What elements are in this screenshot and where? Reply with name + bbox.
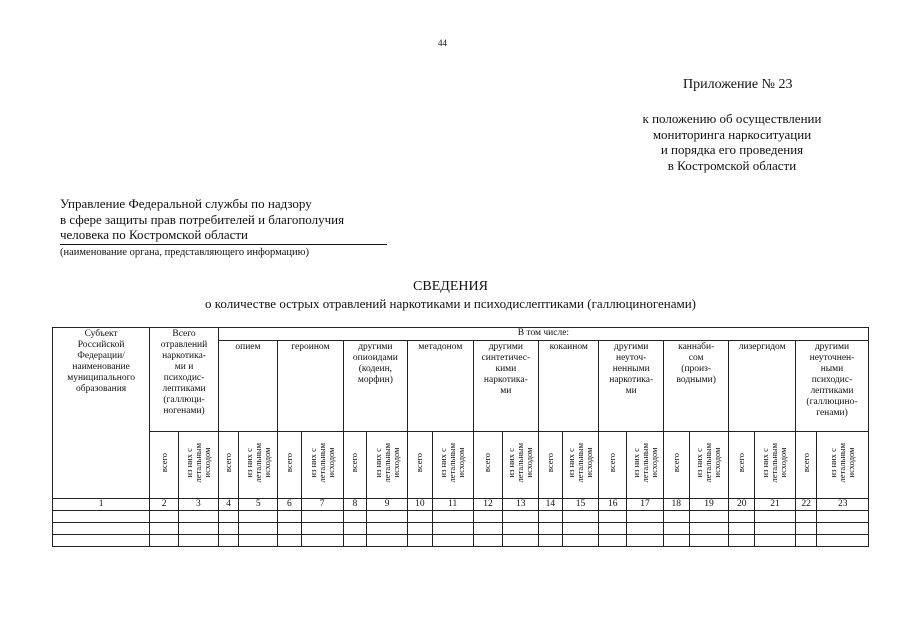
table-cell: [178, 511, 218, 523]
sub-header-lethal-label: из них с летальным исходом: [694, 443, 723, 483]
reporting-authority: [60, 196, 344, 243]
table-cell: [503, 511, 539, 523]
table-cell: [663, 523, 689, 535]
table-cell: [408, 511, 433, 523]
group-header-cannabis: каннаби- сом (произ- водными): [663, 341, 728, 432]
table-cell: [562, 523, 599, 535]
group-header-heroin: героином: [278, 341, 343, 432]
sub-header-row: [53, 432, 869, 499]
authority-line: в сфере защиты прав потребителей и благополучия: [60, 211, 345, 227]
table-cell: [301, 523, 343, 535]
table-cell: [218, 523, 238, 535]
sub-header-lethal: [432, 432, 473, 499]
sub-header-lethal: [301, 432, 343, 499]
column-number: 15: [562, 499, 599, 511]
table-cell: [367, 523, 408, 535]
sub-header-lethal-label: из них с летальным исходом: [243, 443, 272, 483]
table-cell: [562, 535, 599, 547]
table-cell: [562, 511, 599, 523]
table-cell: [729, 523, 755, 535]
page-number: 44: [438, 38, 447, 48]
column-number: 6: [278, 499, 302, 511]
table-cell: [178, 535, 218, 547]
sub-header-total: [795, 432, 816, 499]
table-row: [53, 535, 869, 547]
sub-header-total-label: всего: [349, 453, 360, 473]
sub-header-lethal-label: из них с летальным исходом: [566, 443, 595, 483]
column-number: 5: [239, 499, 278, 511]
group-header-synthetic-drugs: другими синтетичес- кими наркотика- ми: [473, 341, 538, 432]
sub-header-total-label: всего: [736, 453, 747, 473]
column-number: 13: [503, 499, 539, 511]
table-cell: [53, 511, 150, 523]
table-cell: [278, 535, 302, 547]
total-poisonings-header: Всего отравлений наркотика- ми и психодис- лептиками (галлюци- ногенами): [150, 328, 219, 432]
authority-underline: [60, 244, 387, 245]
appendix-title: Приложение № 23: [683, 77, 793, 92]
table-cell: [473, 535, 503, 547]
table-cell: [218, 511, 238, 523]
table-cell: [150, 523, 179, 535]
group-header-methadone: метадоном: [408, 341, 474, 432]
group-header-opium: опием: [218, 341, 277, 432]
sub-header-total: [218, 432, 238, 499]
table-cell: [627, 511, 664, 523]
table-cell: [503, 523, 539, 535]
table-cell: [408, 535, 433, 547]
document-subtitle: о количестве острых отравлений наркотиками и психодислептиками (галлюциногенами): [204, 296, 697, 311]
table-row: [53, 523, 869, 535]
regulation-line: в Костромской области: [667, 157, 797, 173]
table-cell: [239, 535, 278, 547]
sub-header-total-label: всего: [482, 453, 493, 473]
column-number: 22: [795, 499, 816, 511]
sub-header-lethal-label: из них с летальным исходом: [372, 443, 401, 483]
table-cell: [795, 523, 816, 535]
column-number: 9: [367, 499, 408, 511]
table-cell: [473, 511, 503, 523]
column-number: 21: [755, 499, 796, 511]
group-header-cocaine: кокаином: [539, 341, 599, 432]
table-cell: [367, 511, 408, 523]
sub-header-lethal-label: из них с летальным исходом: [506, 443, 535, 483]
group-header-unspecified-drugs: другими неуточ- ненными наркотика- ми: [599, 341, 663, 432]
table-cell: [795, 535, 816, 547]
table-cell: [278, 511, 302, 523]
sub-header-total-label: всего: [223, 453, 234, 473]
sub-header-total: [278, 432, 302, 499]
sub-header-lethal: [817, 432, 869, 499]
table-cell: [432, 535, 473, 547]
table-cell: [239, 511, 278, 523]
sub-header-total-label: всего: [800, 453, 811, 473]
table-cell: [150, 535, 179, 547]
sub-header-lethal: [562, 432, 599, 499]
group-header-lysergide: лизергидом: [729, 341, 796, 432]
regulation-reference: [612, 111, 852, 173]
authority-line: Управление Федеральной службы по надзору: [60, 196, 312, 211]
table-cell: [503, 535, 539, 547]
table-cell: [689, 511, 729, 523]
sub-header-total-label: всего: [544, 453, 555, 473]
sub-header-total: [539, 432, 563, 499]
table-cell: [755, 523, 796, 535]
sub-header-total: [150, 432, 179, 499]
group-header-unspecified-psychodysleptics: другими неуточнен- ными психодис- лептиками (галлюцино- генами): [795, 341, 868, 432]
column-number: 16: [599, 499, 627, 511]
table-cell: [432, 523, 473, 535]
group-header-other-opioids: другими опиоидами (кодеин, морфин): [343, 341, 407, 432]
table-cell: [817, 511, 869, 523]
regulation-line: к положению об осуществлении: [642, 111, 822, 126]
table-cell: [729, 535, 755, 547]
authority-caption: (наименование органа, представляющего информацию): [60, 247, 309, 258]
sub-header-total: [663, 432, 689, 499]
poisoning-report-table: [52, 327, 869, 547]
sub-header-total: [599, 432, 627, 499]
column-number: 19: [689, 499, 729, 511]
sub-header-lethal: [689, 432, 729, 499]
sub-header-lethal: [627, 432, 664, 499]
table-cell: [663, 511, 689, 523]
table-cell: [817, 535, 869, 547]
subject-header: Субъект Российской Федерации/ наименование муниципального образования: [53, 328, 150, 499]
column-number: 4: [218, 499, 238, 511]
sub-header-lethal-label: из них с летальным исходом: [307, 443, 336, 483]
table-row: [53, 511, 869, 523]
column-number: 11: [432, 499, 473, 511]
column-number: 18: [663, 499, 689, 511]
table-cell: [301, 511, 343, 523]
sub-header-lethal-label: из них с летальным исходом: [183, 443, 212, 483]
table-cell: [755, 535, 796, 547]
sub-header-lethal: [503, 432, 539, 499]
table-cell: [301, 535, 343, 547]
column-number: 7: [301, 499, 343, 511]
table-cell: [627, 535, 664, 547]
table-cell: [689, 523, 729, 535]
sub-header-lethal-label: из них с летальным исходом: [630, 443, 659, 483]
sub-header-total-label: всего: [670, 453, 681, 473]
sub-header-total-label: всего: [158, 453, 169, 473]
sub-header-total: [343, 432, 367, 499]
document-title: СВЕДЕНИЯ: [413, 279, 488, 294]
regulation-line: мониторинга наркоситуации: [652, 126, 812, 142]
sub-header-lethal-label: из них с летальным исходом: [760, 443, 789, 483]
table-cell: [53, 523, 150, 535]
column-number: 17: [627, 499, 664, 511]
sub-header-lethal-label: из них с летальным исходом: [828, 443, 857, 483]
column-number: 23: [817, 499, 869, 511]
table-cell: [599, 535, 627, 547]
sub-header-total-label: всего: [283, 453, 294, 473]
column-number: 12: [473, 499, 503, 511]
column-number: 2: [150, 499, 179, 511]
table-cell: [539, 511, 563, 523]
including-header: В том числе:: [218, 328, 868, 341]
column-number: 20: [729, 499, 755, 511]
table-cell: [367, 535, 408, 547]
column-number: 1: [53, 499, 150, 511]
table-cell: [539, 523, 563, 535]
column-number: 3: [178, 499, 218, 511]
table-cell: [432, 511, 473, 523]
sub-header-total: [473, 432, 503, 499]
sub-header-total-label: всего: [607, 453, 618, 473]
column-number: 8: [343, 499, 367, 511]
sub-header-lethal: [755, 432, 796, 499]
table-cell: [218, 535, 238, 547]
regulation-line: и порядка его проведения: [660, 142, 804, 157]
sub-header-total: [408, 432, 433, 499]
sub-header-lethal: [239, 432, 278, 499]
sub-header-lethal: [178, 432, 218, 499]
column-number: 10: [408, 499, 433, 511]
table-cell: [178, 523, 218, 535]
table-cell: [729, 511, 755, 523]
table-cell: [689, 535, 729, 547]
sub-header-lethal-label: из них с летальным исходом: [438, 443, 467, 483]
table-cell: [343, 523, 367, 535]
table-cell: [239, 523, 278, 535]
table-cell: [539, 535, 563, 547]
table-cell: [473, 523, 503, 535]
table-cell: [599, 523, 627, 535]
table-cell: [795, 511, 816, 523]
column-number-row: [53, 499, 869, 511]
sub-header-total-label: всего: [414, 453, 425, 473]
sub-header-total: [729, 432, 755, 499]
table-cell: [599, 511, 627, 523]
table-cell: [627, 523, 664, 535]
table-cell: [663, 535, 689, 547]
table-cell: [343, 511, 367, 523]
table-cell: [817, 523, 869, 535]
authority-line: человека по Костромской области: [60, 227, 248, 242]
sub-header-lethal: [367, 432, 408, 499]
table-cell: [755, 511, 796, 523]
table-cell: [53, 535, 150, 547]
table-cell: [150, 511, 179, 523]
table-cell: [408, 523, 433, 535]
table-cell: [278, 523, 302, 535]
table-cell: [343, 535, 367, 547]
column-number: 14: [539, 499, 563, 511]
